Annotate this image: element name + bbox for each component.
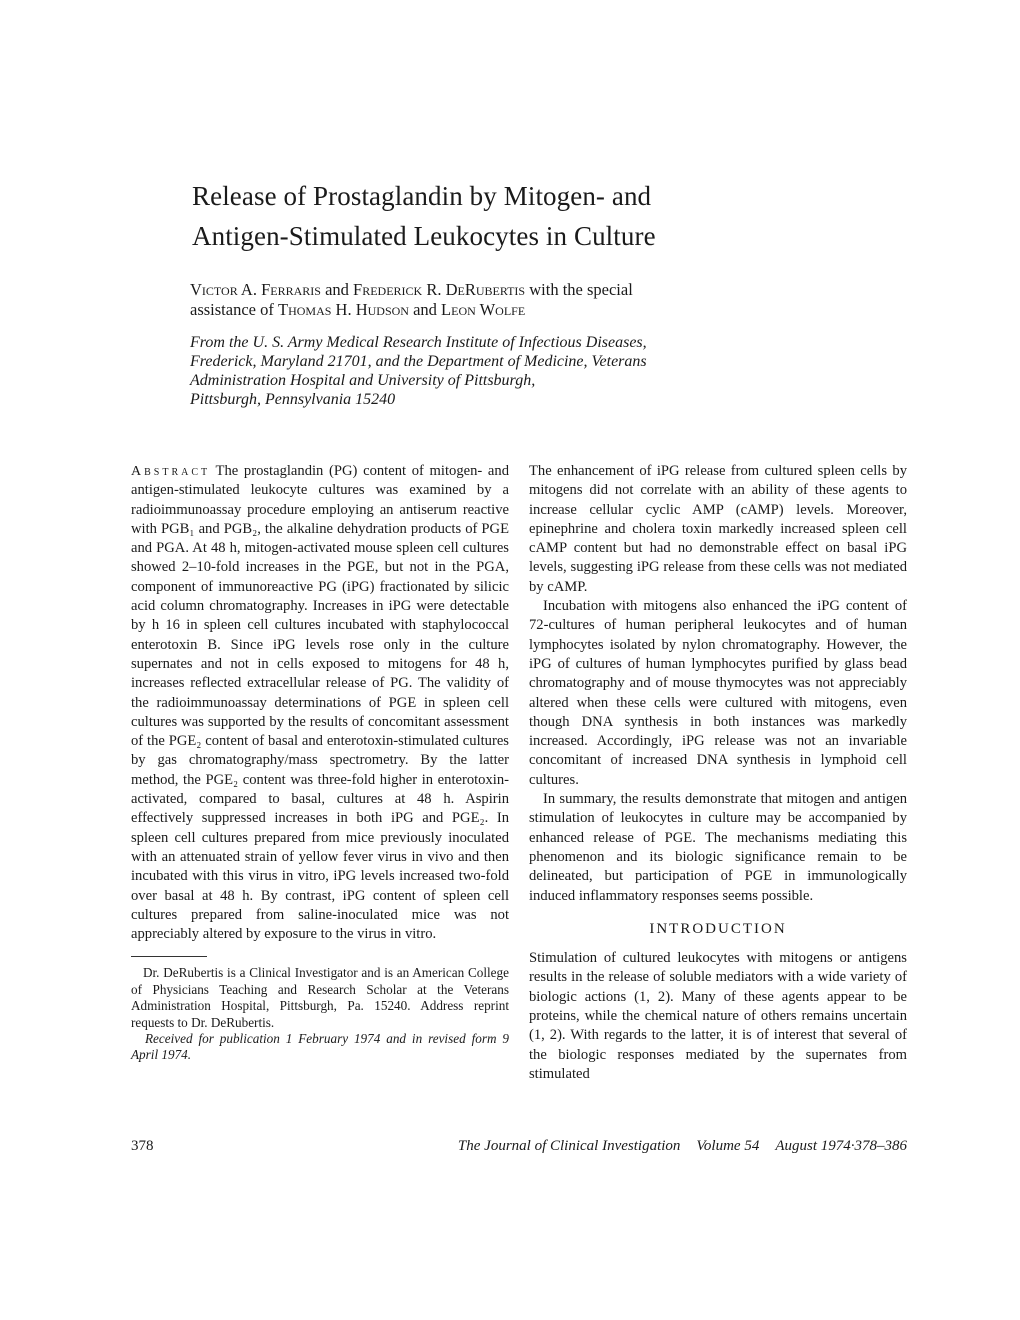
- abstract-text: The prostaglandin (PG) content of mitogen- and antigen-stimulated leukocyte cultures was examined by a radioimmunoassay procedure employing an antiserum reactive with PGB₁ and PGB₂, the alkaline dehydration products of PGE and PGA. At 48 h, mitogen-activated mouse spleen cell cultures showed 2–10-fold increases in the PGE, but not in the PGA, component of immunoreactive PG (iPG) fractionated by silicic acid column chromatography. Increases in iPG were detectable by h 16 in spleen cell cultures incubated with staphylococcal enterotoxin B. Since iPG levels rose only in the culture supernates and not in cells exposed to mitogens for 48 h, increases reflected extracellular release of PG. The validity of the radioimmunoassay determinations of PGE in spleen cell cultures was supported by the results of concomitant assessment of the PGE₂ content of basal and enterotoxin-stimulated cultures by gas chromatography/mass spectrometry. By the latter method, the PGE₂ content was three-fold higher in enterotoxin-activated, compared to basal, cultures at 48 h. Aspirin effectively suppressed increases in both iPG and PGE₂. In spleen cell cultures prepared from mice previously inoculated with an attenuated strain of yellow fever virus in vivo and then incubated with this virus in vitro, iPG levels increased two-fold over basal at 48 h. By contrast, iPG content of spleen cell cultures prepared from saline-inoculated mice was not appreciably altered by exposure to the virus in vitro.: [131, 463, 509, 943]
- page-number: 378: [131, 1138, 154, 1154]
- author-4: Leon Wolfe: [441, 300, 526, 319]
- abstract-paragraph-4: In summary, the results demonstrate that mitogen and antigen stimulation of leukocytes in culture may be accompanied by enhanced release of PGE. The mechanisms mediating this phenomenon and its biologic significance remain to be delineated, but participation of PGE in immunologically induced inflammatory responses seems possible.: [529, 791, 907, 904]
- footnote-text: Dr. DeRubertis is a Clinical Investigator and is an American College of Physicians Teaching and Research Scholar at the Veterans Administration Hospital, Pittsburgh, Pa. 15240. Address reprint requests to Dr. DeRubertis.: [131, 965, 509, 1030]
- author-2: Frederick R. DeRubertis: [353, 280, 526, 299]
- introduction-heading: INTRODUCTION: [649, 920, 787, 937]
- page-footer: [131, 1138, 907, 1160]
- left-column: [131, 462, 509, 1064]
- affiliation-line-2: Frederick, Maryland 21701, and the Department of Medicine, Veterans: [190, 353, 647, 370]
- abstract-label: Abstract: [131, 464, 211, 479]
- author-mid: with the special assistance of: [190, 280, 633, 319]
- affiliation-line-1: From the U. S. Army Medical Research Institute of Infectious Diseases,: [190, 334, 647, 351]
- author-list: [190, 280, 690, 320]
- journal-name: The Journal of Clinical Investigation: [457, 1138, 681, 1154]
- abstract-paragraph-2: The enhancement of iPG release from cultured spleen cells by mitogens did not correlate with an ability of these agents to increase cellular cyclic AMP (cAMP) levels. Moreover, epinephrine and cholera toxin markedly increased spleen cell cAMP content but had no demonstrable effect on basal iPG levels, suggesting iPG release from these cells was not mediated by cAMP.: [529, 463, 907, 595]
- journal-volume: Volume 54: [696, 1138, 760, 1154]
- footnote-divider: [131, 956, 207, 957]
- journal-date-pages: August 1974·378–386: [775, 1138, 907, 1154]
- journal-citation: [458, 1138, 907, 1155]
- affiliation-line-3: Administration Hospital and University of Pittsburgh,: [190, 372, 536, 389]
- right-column: [529, 462, 907, 1084]
- title-line-1: Release of Prostaglandin by Mitogen- and: [192, 181, 652, 211]
- introduction-paragraph: Stimulation of cultured leukocytes with mitogens or antigens results in the release of soluble mediators with a wide variety of biologic actions (1, 2). Many of these agents appear to be proteins, while the chemical nature of others remains uncertain (1, 2). With regards to the latter, it is of interest that several of the biologic responses mediated by the supernates from stimulated: [529, 950, 907, 1082]
- author-3: Thomas H. Hudson: [277, 300, 409, 319]
- author-and-1: and: [320, 280, 354, 299]
- article-title: [192, 176, 832, 256]
- author-and-2: and: [408, 300, 442, 319]
- affiliation-line-4: Pittsburgh, Pennsylvania 15240: [190, 391, 396, 408]
- footnote: [131, 965, 509, 1063]
- author-1: Victor A. Ferraris: [190, 280, 321, 299]
- title-line-2: Antigen-Stimulated Leukocytes in Culture: [192, 221, 656, 251]
- abstract-paragraph-3: Incubation with mitogens also enhanced the iPG content of 72-cultures of human peripheral leukocytes and of human lymphocytes isolated by nylon chromatography. However, the iPG of cultures of human lymphocytes purified by glass bead chromatography and of mouse thymocytes was not appreciably altered when these cells were cultured with mitogens, even though DNA synthesis in both instances was markedly increased. Accordingly, iPG release was not an invariable concomitant of increased DNA synthesis in lymphoid cell cultures.: [529, 598, 907, 788]
- received-date: Received for publication 1 February 1974 and in revised form 9 April 1974.: [131, 1031, 509, 1063]
- affiliation: [190, 333, 710, 409]
- abstract-paragraph-1: [131, 462, 509, 944]
